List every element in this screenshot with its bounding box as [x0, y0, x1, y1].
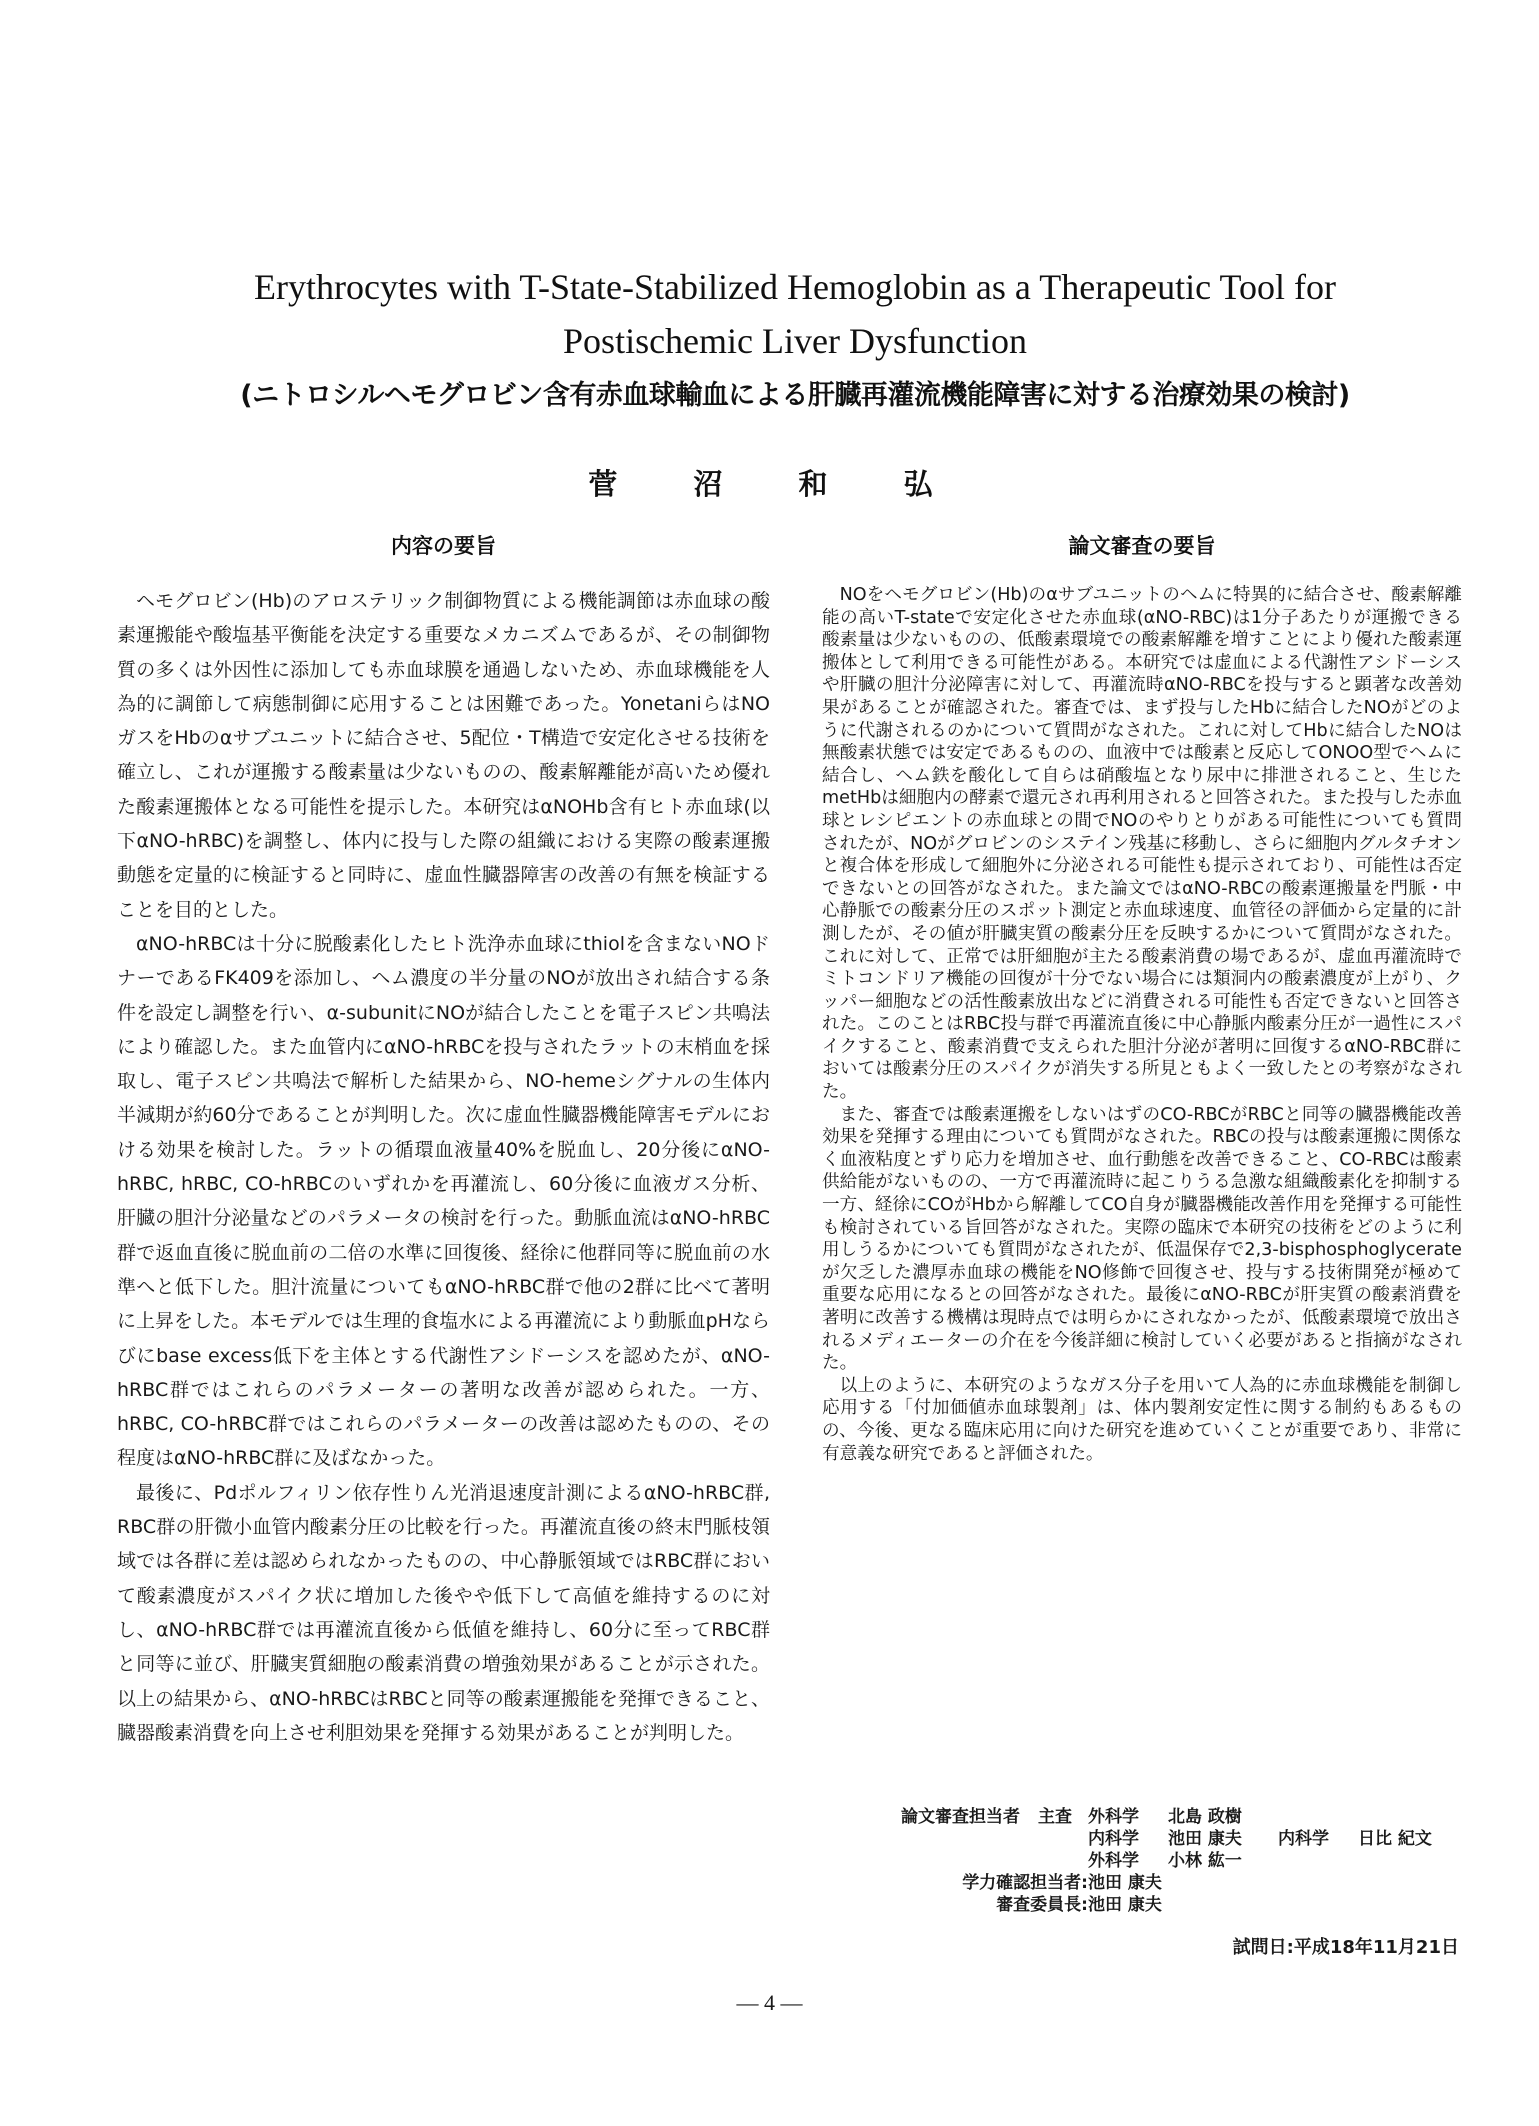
reviewer-department: 外科学	[1088, 1851, 1139, 1871]
summary-paragraph: ヘモグロビン(Hb)のアロステリック制御物質による機能調節は赤血球の酸素運搬能や酸塩基平衡能を決定する重要なメカニズムであるが、その制御物質の多くは外因性に添加しても赤血球膜を通過しないため、赤血球機能を人為的に調節して病態制御に応用することは困難であった。YonetaniらはNOガスをHbのαサブユニットに結合させ、5配位・T構造で安定化させる技術を確立し、これが運搬する酸素量は少ないものの、酸素解離能が高いため優れた酸素運搬体となる可能性を提示した。本研究はαNOHb含有ヒト赤血球(以下αNO-hRBC)を調整し、体内に投与した際の組織における実際の酸素運搬動態を定量的に検証すると同時に、虚血性臓器障害の改善の有無を検証することを目的とした。	[117, 590, 770, 921]
summary-paragraph: αNO-hRBCは十分に脱酸素化したヒト洗浄赤血球にthiolを含まないNOドナーであるFK409を添加し、ヘム濃度の半分量のNOが放出され結合する条件を設定し調整を行い、α-subunitにNOが結合したことを電子スピン共鳴法により確認した。また血管内にαNO-hRBCを投与されたラットの末梢血を採取し、電子スピン共鳴法で解析した結果から、NO-hemeシグナルの生体内半減期が約60分であることが判明した。次に虚血性臓器機能障害モデルにおける効果を検討した。ラットの循環血液量40%を脱血し、20分後にαNO-hRBC, hRBC, CO-hRBCのいずれかを再灌流し、60分後に血液ガス分析、肝臓の胆汁分泌量などのパラメータの検討を行った。動脈血流はαNO-hRBC群で返血直後に脱血前の二倍の水準に回復後、経徐に他群同等に脱血前の水準へと低下した。胆汁流量についてもαNO-hRBC群で他の2群に比べて著明に上昇をした。本モデルでは生理的食塩水による再灌流により動脈血pHならびにbase excess低下を主体とする代謝性アシドーシスを認めたが、αNO-hRBC群ではこれらのパラメーターの著明な改善が認められた。一方、hRBC, CO-hRBC群ではこれらのパラメーターの改善は認めたものの、その程度はαNO-hRBC群に及ばなかった。	[117, 932, 770, 1470]
reviewer-role: 審査委員長:	[996, 1895, 1088, 1915]
reviewer-row	[830, 1828, 1470, 1850]
exam-date: 試問日:平成18年11月21日	[1232, 1937, 1459, 1958]
reviewer-role: 学力確認担当者:	[962, 1873, 1088, 1893]
reviewer-name: 池田 康夫	[1088, 1895, 1162, 1915]
reviewer-row	[830, 1894, 1470, 1916]
review-heading: 論文審査の要旨	[1068, 534, 1216, 558]
review-paragraph: 以上のように、本研究のようなガス分子を用いて人為的に赤血球機能を制御し応用する「付加価値赤血球製剤」は、体内製剤安定性に関する制約もあるものの、今後、更なる臨床応用に向けた研究を進めていくことが重要であり、非常に有意義な研究であると評価された。	[822, 1375, 1462, 1464]
review-column	[822, 530, 1462, 1465]
summary-body	[117, 584, 770, 1750]
title-english-line1: Erythrocytes with T-State-Stabilized Hemoglobin as a Therapeutic Tool for	[254, 267, 1336, 307]
reviewer-name: 小林 紘一	[1168, 1851, 1242, 1871]
title-japanese: (ニトロシルヘモグロビン含有赤血球輸血による肝臓再灌流機能障害に対する治療効果の検討)	[240, 380, 1350, 411]
author-name: 菅 沼 和 弘	[588, 467, 951, 501]
review-body	[822, 584, 1462, 1465]
summary-column	[117, 530, 770, 1750]
reviewer-name: 池田 康夫	[1168, 1829, 1242, 1849]
reviewer-position: 主査	[1038, 1807, 1072, 1827]
reviewer-department: 外科学	[1088, 1807, 1139, 1827]
summary-paragraph: 最後に、Pdポルフィリン依存性りん光消退速度計測によるαNO-hRBC群, RBC群の肝微小血管内酸素分圧の比較を行った。再灌流直後の終末門脈枝領域では各群に差は認められなかったものの、中心静脈領域ではRBC群において酸素濃度がスパイク状に増加した後やや低下して高値を維持するのに対し、αNO-hRBC群では再灌流直後から低値を維持し、60分に至ってRBC群と同等に並び、肝臓実質細胞の酸素消費の増強効果があることが示された。以上の結果から、αNO-hRBCはRBCと同等の酸素運搬能を発揮できること、臓器酸素消費を向上させ利胆効果を発揮する効果があることが判明した。	[117, 1481, 770, 1744]
reviewer-row	[830, 1872, 1470, 1894]
summary-heading: 内容の要旨	[391, 534, 496, 558]
reviewer-list	[830, 1806, 1470, 1916]
reviewer-name: 北島 政樹	[1168, 1807, 1242, 1827]
reviewer-department: 内科学	[1088, 1829, 1139, 1849]
reviewer-name: 池田 康夫	[1088, 1873, 1162, 1893]
page-number: — 4 —	[736, 1990, 803, 2015]
reviewer-row	[830, 1850, 1470, 1872]
reviewer-name: 日比 紀文	[1358, 1829, 1432, 1849]
review-paragraph: また、審査では酸素運搬をしないはずのCO-RBCがRBCと同等の臓器機能改善効果を発揮する理由についても質問がなされた。RBCの投与は酸素運搬に関係なく血液粘度とずり応力を増加させ、血行動態を改善できること、CO-RBCは酸素供給能がないものの、一方で再灌流時に起こりうる急激な組織酸素化を抑制する一方、経徐にCOがHbから解離してCO自身が臓器機能改善作用を発揮する可能性も検討されている旨回答がなされた。実際の臨床で本研究の技術をどのように利用しうるかについても質問がなされたが、低温保存で2,3-bisphosphoglycerateが欠乏した濃厚赤血球の機能をNO修飾で回復させ、投与する技術開発が極めて重要な応用になるとの回答がなされた。最後にαNO-RBCが肝実質の酸素消費を著明に改善する機構は現時点では明らかにされなかったが、低酸素環境で放出されるメディエーターの介在を今後詳細に検討していく必要があると指摘がなされた。	[822, 1104, 1462, 1374]
review-paragraph: NOをヘモグロビン(Hb)のαサブユニットのヘムに特異的に結合させ、酸素解離能の高いT-stateで安定化させた赤血球(αNO-RBC)は1分子あたりが運搬できる酸素量は少ないものの、低酸素環境での酸素解離を増すことにより優れた酸素運搬体として利用できる可能性がある。本研究では虚血による代謝性アシドーシスや肝臓の胆汁分泌障害に対して、再灌流時αNO-RBCを投与すると顕著な改善効果があることが確認された。審査では、まず投与したHbに結合したNOがどのように代謝されるのかについて質問がなされた。これに対してHbに結合したNOは無酸素状態では安定であるものの、血液中では酸素と反応してONOO型でヘムに結合し、ヘム鉄を酸化して自らは硝酸塩となり尿中に排泄されること、生じたmetHbは細胞内の酵素で還元され再利用されると回答された。また投与した赤血球とレシピエントの赤血球との間でNOのやりとりがある可能性についても質問されたが、NOがグロビンのシステイン残基に移動し、さらに細胞内グルタチオンと複合体を形成して細胞外に分泌される可能性も提示されており、可能性は否定できないとの回答がなされた。また論文ではαNO-RBCの酸素運搬量を門脈・中心静脈での酸素分圧のスポット測定と赤血球速度、血管径の評価から定量的に計測したが、その値が肝臓実質の酸素分圧を反映するかについて質問がなされた。これに対して、正常では肝細胞が主たる酸素消費の場であるが、虚血再灌流時でミトコンドリア機能の回復が十分でない場合には類洞内の酸素濃度が上がり、クッパー細胞などの活性酸素放出などに消費される可能性も否定できないと回答された。このことはRBC投与群で再灌流直後に中心静脈内酸素分圧が一過性にスパイクすること、酸素消費で支えられた胆汁分泌が著明に回復するαNO-RBC群においては酸素分圧のスパイクが消失する所見ともよく一致したとの考察がなされた。	[822, 585, 1462, 1103]
reviewer-department: 内科学	[1278, 1829, 1329, 1849]
title-english-line2: Postischemic Liver Dysfunction	[563, 321, 1027, 361]
reviewer-row	[830, 1806, 1470, 1828]
reviewer-role: 論文審査担当者	[901, 1807, 1020, 1827]
